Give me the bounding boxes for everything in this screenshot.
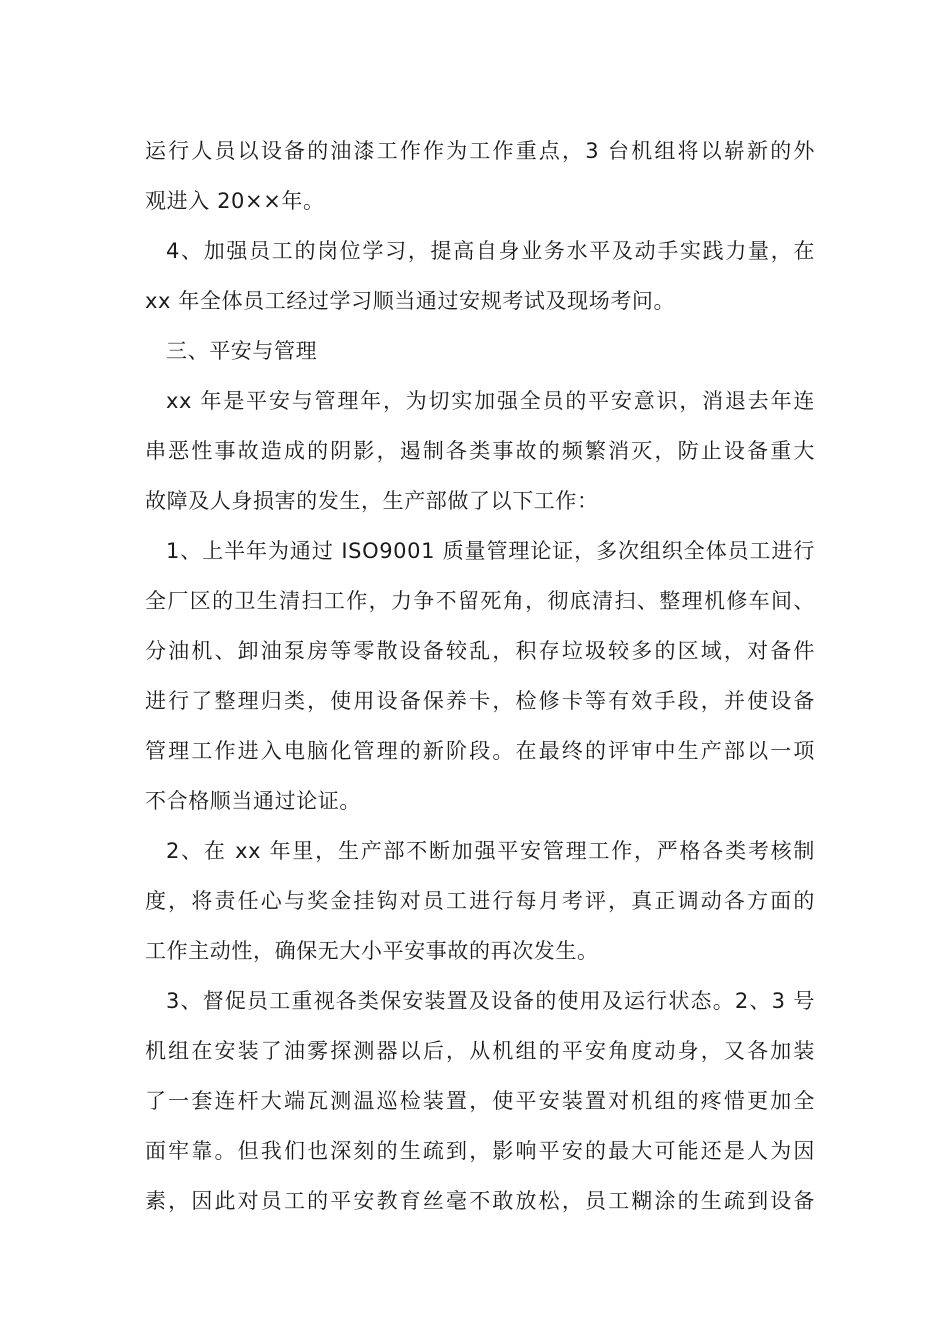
text-line: 工作主动性，确保无大小平安事故的再次发生。 [145,939,599,963]
text-line: 不合格顺当通过论证。 [145,789,361,813]
text-line: 1、上半年为通过 ISO9001 质量管理论证，多次组织全体员工进行 [166,539,815,563]
text-line: 分油机、卸油泵房等零散设备较乱，积存垃圾较多的区域，对备件 [145,639,815,663]
text-line: 2、在 xx 年里，生产部不断加强平安管理工作，严格各类考核制 [166,839,815,863]
text-line: 面牢靠。但我们也深刻的生疏到，影响平安的最大可能还是人为因 [145,1139,815,1163]
text-line: 故障及人身损害的发生，生产部做了以下工作： [145,489,599,513]
text-line: 度，将责任心与奖金挂钩对员工进行每月考评，真正调动各方面的 [145,889,815,913]
text-line: 全厂区的卫生清扫工作，力争不留死角，彻底清扫、整理机修车间、 [145,589,815,613]
text-line: 进行了整理归类，使用设备保养卡，检修卡等有效手段，并使设备 [145,689,815,713]
text-line: xx 年是平安与管理年，为切实加强全员的平安意识，消退去年连 [166,389,815,413]
text-line: 3、督促员工重视各类保安装置及设备的使用及运行状态。2、3 号 [166,989,815,1013]
text-line: 串恶性事故造成的阴影，遏制各类事故的频繁消灭，防止设备重大 [145,439,815,463]
text-line: 管理工作进入电脑化管理的新阶段。在最终的评审中生产部以一项 [145,739,815,763]
text-line: 机组在安装了油雾探测器以后，从机组的平安角度动身，又各加装 [145,1039,815,1063]
text-line: 观进入 20××年。 [145,189,325,213]
text-line: 素，因此对员工的平安教育丝毫不敢放松，员工糊涂的生疏到设备 [145,1189,815,1213]
text-line: 运行人员以设备的油漆工作作为工作重点，3 台机组将以崭新的外 [145,139,815,163]
text-line: 4、加强员工的岗位学习，提高自身业务水平及动手实践力量，在 [166,239,815,263]
text-line: 了一套连杆大端瓦测温巡检装置，使平安装置对机组的疼惜更加全 [145,1089,815,1113]
section-heading: 三、平安与管理 [166,339,318,363]
text-line: xx 年全体员工经过学习顺当通过安规考试及现场考问。 [145,289,676,313]
